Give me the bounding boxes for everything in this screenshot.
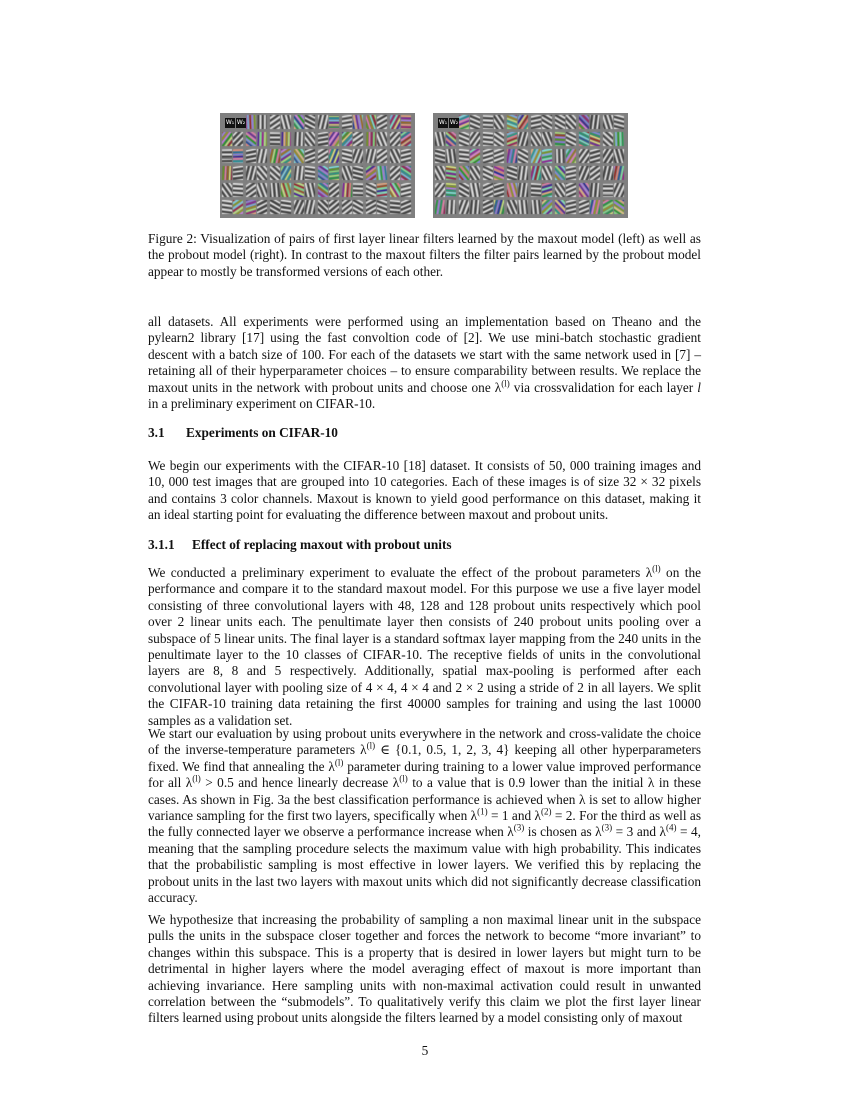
paragraph-cifar10: We begin our experiments with the CIFAR-10 [18] dataset. It consists of 50, 000 training images and 10, 000 test images that are grouped into 10 categories. Each of these images is of size 32 × 32 pixels and contains 3 color channels. Maxout is known to yield good performance on this dataset, making it an ideal starting point for evaluating the difference between maxout and probout units. xyxy=(148,458,701,523)
section-heading: 3.1 Experiments on CIFAR-10 xyxy=(148,425,338,440)
subsection-heading: 3.1.1 Effect of replacing maxout with probout units xyxy=(148,537,452,552)
figure-2 xyxy=(220,113,631,218)
paragraph-datasets: all datasets. All experiments were performed using an implementation based on Theano and the pylearn2 library [17] using the fast convoltion code of [2]. We use mini-batch stochastic gradient descent with a batch size of 100. For each of the datasets we start with the same network used in [7] – retaining all of their hyperparameter choices – to ensure comparability between results. We replace the maxout units in the network with probout units and choose one $\lambda^{(l)}$ via crossvalidation for each layer l in a preliminary experiment on CIFAR-10. xyxy=(148,314,701,412)
probout-filter-image xyxy=(433,113,628,218)
paragraph-hypothesis: We hypothesize that increasing the probability of sampling a non maximal linear unit in the subspace pulls the units in the subspace closer together and forces the network to become “more invariant” to changes within this subspace. This is a property that is desired in lower layers but might turn to be detrimental in higher layers where the model averaging effect of maxout is more important than achieving invariance. Here sampling units with non-maximal activation could result in unwanted correlation between the “submodels”. To qualitatively verify this claim we plot the first layer linear filters learned using probout units alongside the filters learned by a model consisting only of maxout xyxy=(148,912,701,1026)
probout-filter-grid xyxy=(433,113,628,218)
w1-label: W₁ xyxy=(438,119,448,126)
w1-label: W₁ xyxy=(225,119,235,126)
maxout-filter-image xyxy=(220,113,415,218)
figure-caption: Figure 2: Visualization of pairs of first layer linear filters learned by the maxout model (left) as well as the probout model (right). In contrast to the maxout filters the filter pairs learned by the probout model appear to mostly be transformed versions of each other. xyxy=(148,231,701,279)
w2-label: W₂ xyxy=(449,119,459,126)
maxout-filter-grid xyxy=(220,113,415,218)
w2-label: W₂ xyxy=(236,119,246,126)
page-number: 5 xyxy=(421,1043,429,1058)
paragraph-preliminary-experiment: We conducted a preliminary experiment to evaluate the effect of the probout parameters $\lambda^{(l)}$ on the performance and compare it to the standard maxout model. For this purpose we use a five layer model consisting of three convolutional layers with 48, 128 and 128 probout units respectively which pool over 2 linear units each. The penultimate layer then consists of 240 probout units pooling over a subspace of 5 linear units. The final layer is a standard softmax layer mapping from the 240 units in the penultimate layer to the 10 classes of CIFAR-10. The receptive fields of units in the convolutional layers are 8, 8 and 5 respectively. Additionally, spatial max-pooling is performed after each convolutional layer with pooling size of 4 × 4, 4 × 4 and 2 × 2 using a stride of 2 in all layers. We split the CIFAR-10 training data retaining the first 40000 samples for training and using the last 10000 samples as a validation set. xyxy=(148,563,701,728)
paragraph-evaluation: We start our evaluation by using probout units everywhere in the network and cross-validate the choice of the inverse-temperature parameters $\lambda^{(l)}$ ∈ {0.1, 0.5, 1, 2, 3, 4} keeping all other hyperparameters fixed. We find that annealing the $\lambda^{(l)}$ parameter during training to a lower value improved performance for all $\lambda^{(l)} > 0.5$ and hence linearly decrease $\lambda^{(l)}$ to a value that is 0.9 lower than the initial λ in these cases. As shown in Fig. 3a the best classification performance is achieved when λ is set to allow higher variance sampling for the first two layers, specifically when $\lambda^{(1)} = 1$ and $\lambda^{(2)} = 2$. For the third as well as the fully connected layer we observe a performance increase when $\lambda^{(3)}$ is chosen as $\lambda^{(3)} = 3$ and $\lambda^{(4)} = 4$, meaning that the sampling procedure selects the maximum value with high probability. This indicates that the probabilistic sampling is most effective in lower layers. We verified this by replacing the probout units in the last two layers with maxout units which did not significantly decrease classification accuracy. xyxy=(148,726,702,906)
